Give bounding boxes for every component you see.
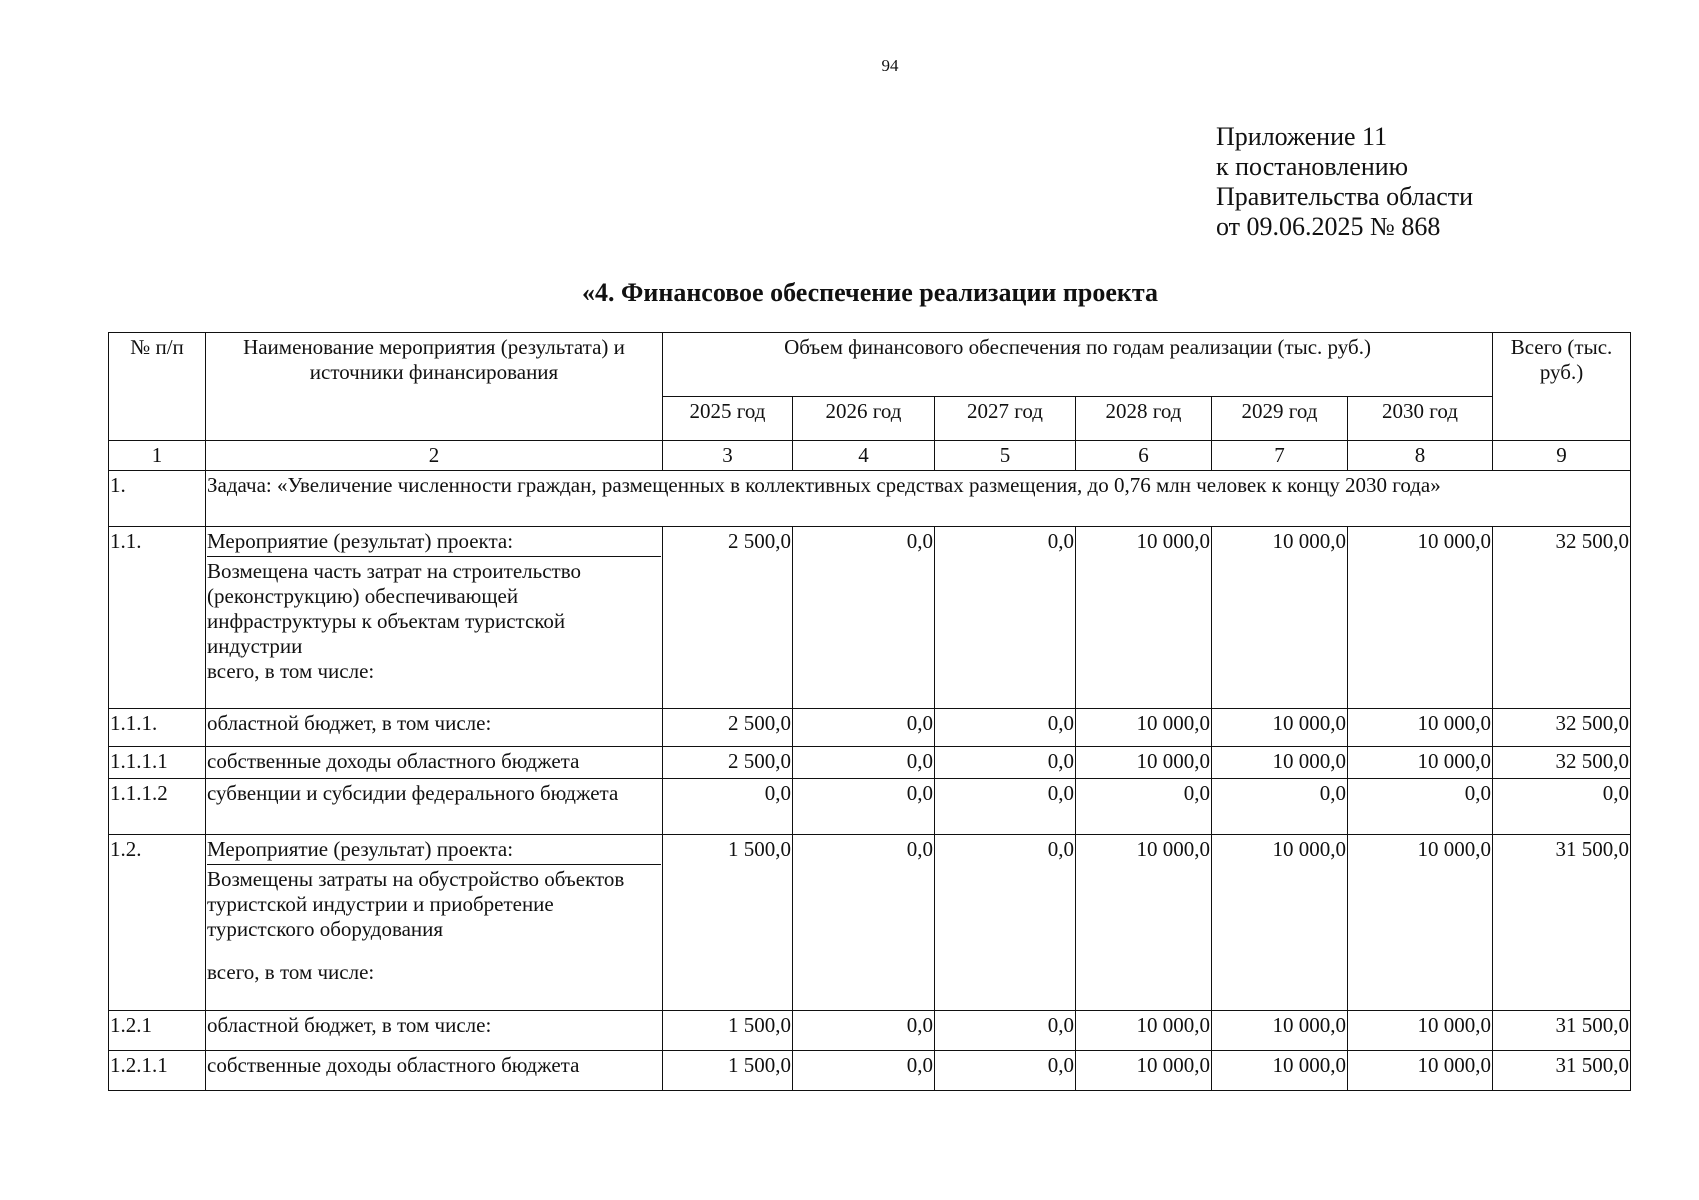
row-label-heading: Мероприятие (результат) проекта:	[207, 529, 661, 557]
value-2025: 2 500,0	[663, 527, 793, 709]
value-2026: 0,0	[793, 1011, 935, 1051]
value-2026: 0,0	[793, 747, 935, 779]
column-number: 1	[109, 441, 206, 471]
row-label: областной бюджет, в том числе:	[206, 709, 663, 747]
value-total: 31 500,0	[1493, 1011, 1631, 1051]
header-volume: Объем финансового обеспечения по годам реализации (тыс. руб.)	[663, 333, 1493, 397]
appendix-line-3: Правительства области	[1216, 182, 1474, 211]
header-num: № п/п	[109, 333, 206, 441]
value-2028: 10 000,0	[1076, 835, 1212, 1011]
row-label-footer: всего, в том числе:	[207, 659, 375, 683]
appendix-line-2: к постановлению	[1216, 152, 1409, 181]
header-year: 2026 год	[793, 397, 935, 441]
value-2029: 10 000,0	[1212, 1051, 1348, 1091]
value-2030: 10 000,0	[1348, 709, 1493, 747]
header-total: Всего (тыс. руб.)	[1493, 333, 1631, 441]
value-total: 31 500,0	[1493, 1051, 1631, 1091]
value-total: 32 500,0	[1493, 709, 1631, 747]
value-2030: 0,0	[1348, 779, 1493, 835]
column-number: 6	[1076, 441, 1212, 471]
value-2029: 10 000,0	[1212, 835, 1348, 1011]
section-title: «4. Финансовое обеспечение реализации проекта	[582, 278, 1158, 307]
header-year: 2030 год	[1348, 397, 1493, 441]
page-number: 94	[881, 56, 899, 75]
value-2027: 0,0	[935, 527, 1076, 709]
table-row	[109, 835, 1631, 1011]
header-year: 2027 год	[935, 397, 1076, 441]
value-2030: 10 000,0	[1348, 747, 1493, 779]
value-2027: 0,0	[935, 1051, 1076, 1091]
table-row	[109, 527, 1631, 709]
value-2025: 0,0	[663, 779, 793, 835]
table-row	[109, 709, 1631, 747]
header-year: 2029 год	[1212, 397, 1348, 441]
task-text: Задача: «Увеличение численности граждан, размещенных в коллективных средствах размещения, до 0,76 млн человек к концу 2030 года»	[206, 471, 1631, 527]
value-2030: 10 000,0	[1348, 835, 1493, 1011]
row-num: 1.2.1.1	[109, 1051, 206, 1091]
value-2029: 10 000,0	[1212, 1011, 1348, 1051]
value-total: 31 500,0	[1493, 835, 1631, 1011]
row-label-footer: всего, в том числе:	[207, 960, 375, 984]
column-number: 8	[1348, 441, 1493, 471]
value-total: 32 500,0	[1493, 747, 1631, 779]
task-num: 1.	[109, 471, 206, 527]
row-num: 1.1.1.1	[109, 747, 206, 779]
value-2026: 0,0	[793, 835, 935, 1011]
row-label: собственные доходы областного бюджета	[206, 747, 663, 779]
value-2025: 1 500,0	[663, 1011, 793, 1051]
row-label-cell	[206, 835, 663, 1011]
column-number: 4	[793, 441, 935, 471]
column-number: 9	[1493, 441, 1631, 471]
value-2030: 10 000,0	[1348, 1011, 1493, 1051]
value-2029: 0,0	[1212, 779, 1348, 835]
value-2027: 0,0	[935, 747, 1076, 779]
value-2027: 0,0	[935, 835, 1076, 1011]
value-2028: 10 000,0	[1076, 747, 1212, 779]
column-number: 3	[663, 441, 793, 471]
column-number: 7	[1212, 441, 1348, 471]
value-2030: 10 000,0	[1348, 527, 1493, 709]
row-num: 1.2.	[109, 835, 206, 1011]
column-number: 2	[206, 441, 663, 471]
table-row	[109, 1011, 1631, 1051]
value-2026: 0,0	[793, 1051, 935, 1091]
column-number: 5	[935, 441, 1076, 471]
table-row	[109, 779, 1631, 835]
row-num: 1.2.1	[109, 1011, 206, 1051]
value-2027: 0,0	[935, 1011, 1076, 1051]
value-2026: 0,0	[793, 527, 935, 709]
row-label: Возмещены затраты на обустройство объектов туристской индустрии и приобретение туристского оборудования	[207, 867, 625, 941]
value-total: 32 500,0	[1493, 527, 1631, 709]
value-2028: 10 000,0	[1076, 527, 1212, 709]
row-num: 1.1.	[109, 527, 206, 709]
row-label-heading: Мероприятие (результат) проекта:	[207, 837, 661, 865]
header-year: 2028 год	[1076, 397, 1212, 441]
value-2028: 10 000,0	[1076, 709, 1212, 747]
row-label: областной бюджет, в том числе:	[206, 1011, 663, 1051]
value-2028: 10 000,0	[1076, 1011, 1212, 1051]
financing-table	[108, 332, 1631, 1091]
row-num: 1.1.1.	[109, 709, 206, 747]
value-2029: 10 000,0	[1212, 709, 1348, 747]
row-label-cell	[206, 527, 663, 709]
value-2027: 0,0	[935, 709, 1076, 747]
value-2025: 1 500,0	[663, 835, 793, 1011]
row-label: собственные доходы областного бюджета	[206, 1051, 663, 1091]
task-row	[109, 471, 1631, 527]
appendix-line-4: от 09.06.2025 № 868	[1216, 212, 1441, 241]
value-2025: 1 500,0	[663, 1051, 793, 1091]
row-label: субвенции и субсидии федерального бюджета	[206, 779, 663, 835]
row-label: Возмещена часть затрат на строительство (реконструкцию) обеспечивающей инфраструктуры к объектам туристской индустрии	[207, 559, 581, 658]
value-2025: 2 500,0	[663, 747, 793, 779]
value-2025: 2 500,0	[663, 709, 793, 747]
value-2028: 10 000,0	[1076, 1051, 1212, 1091]
value-2029: 10 000,0	[1212, 527, 1348, 709]
value-total: 0,0	[1493, 779, 1631, 835]
value-2028: 0,0	[1076, 779, 1212, 835]
header-year: 2025 год	[663, 397, 793, 441]
table-row	[109, 1051, 1631, 1091]
row-num: 1.1.1.2	[109, 779, 206, 835]
appendix-line-1: Приложение 11	[1216, 122, 1388, 151]
value-2029: 10 000,0	[1212, 747, 1348, 779]
appendix-block	[1216, 122, 1473, 242]
value-2026: 0,0	[793, 779, 935, 835]
table-row	[109, 747, 1631, 779]
value-2027: 0,0	[935, 779, 1076, 835]
value-2030: 10 000,0	[1348, 1051, 1493, 1091]
value-2026: 0,0	[793, 709, 935, 747]
header-name: Наименование мероприятия (результата) и источники финансирования	[206, 333, 663, 441]
